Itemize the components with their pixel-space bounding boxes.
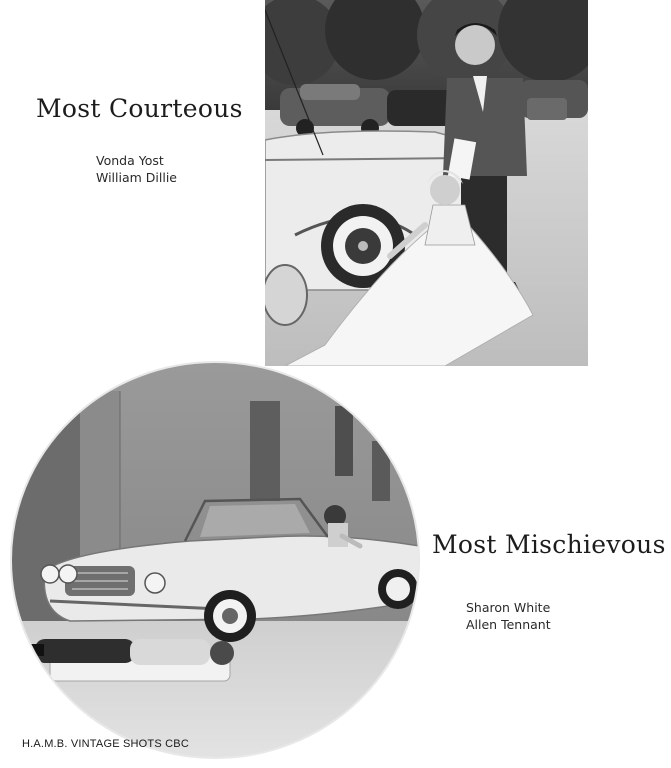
name-vonda-yost: Vonda Yost [96,153,164,168]
watermark: H.A.M.B. VINTAGE SHOTS CBC [22,738,189,750]
award-names-most-courteous [96,152,177,186]
award-names-most-mischievous [466,599,551,633]
award-title-most-courteous: Most Courteous [36,94,243,123]
name-allen-tennant: Allen Tennant [466,617,551,632]
photo-most-mischievous [10,361,420,759]
award-title-most-mischievous: Most Mischievous [432,530,666,559]
name-sharon-white: Sharon White [466,600,551,615]
name-william-dillie: William Dillie [96,170,177,185]
photo-most-courteous [265,0,588,366]
